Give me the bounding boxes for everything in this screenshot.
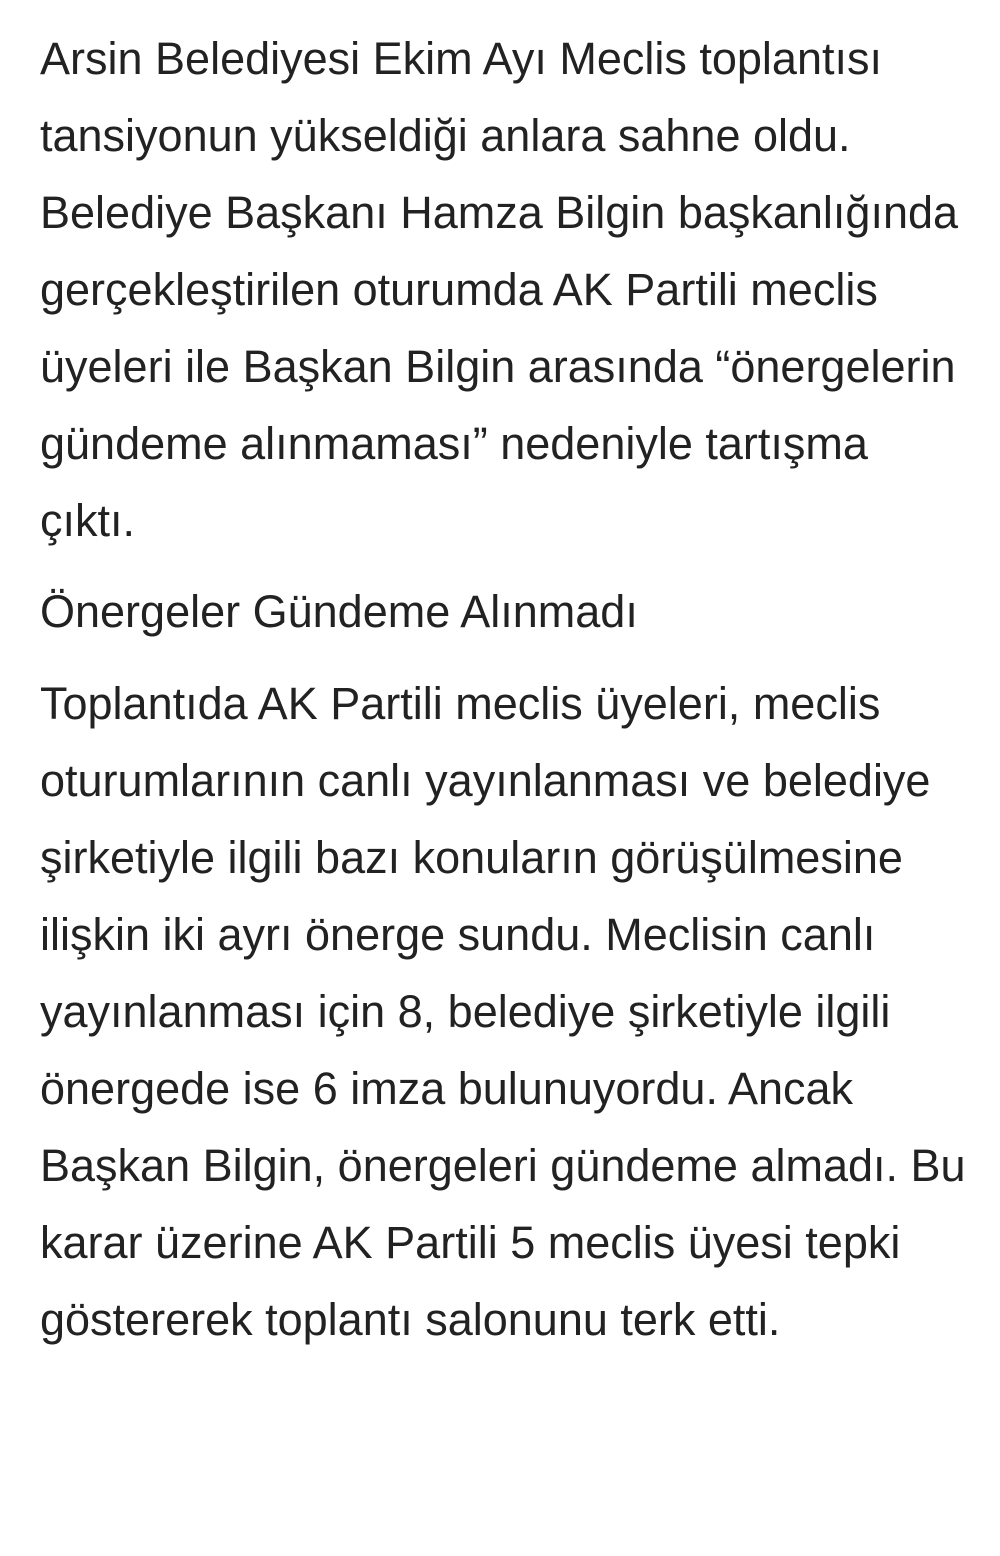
body-paragraph: Toplantıda AK Partili meclis üyeleri, meclis oturumlarının canlı yayınlanması ve belediye şirketiyle ilgili bazı konuların görüşülmesine ilişkin iki ayrı önerge sundu. Meclisin canlı yayınlanması için 8, belediye şirketiyle ilgili önergede ise 6 imza bulunuyordu. Ancak Başkan Bilgin, önergeleri gündeme almadı. Bu karar üzerine AK Partili 5 meclis üyesi tepki göstererek toplantı salonunu terk etti. [40,678,966,1345]
section-heading: Önergeler Gündeme Alınmadı [40,586,638,637]
intro-paragraph: Arsin Belediyesi Ekim Ayı Meclis toplantısı tansiyonun yükseldiği anlara sahne oldu. Belediye Başkanı Hamza Bilgin başkanlığında gerçekleştirilen oturumda AK Partili meclis üyeleri ile Başkan Bilgin arasında “önergelerin gündeme alınmaması” nedeniyle tartışma çıktı. [40,33,959,546]
